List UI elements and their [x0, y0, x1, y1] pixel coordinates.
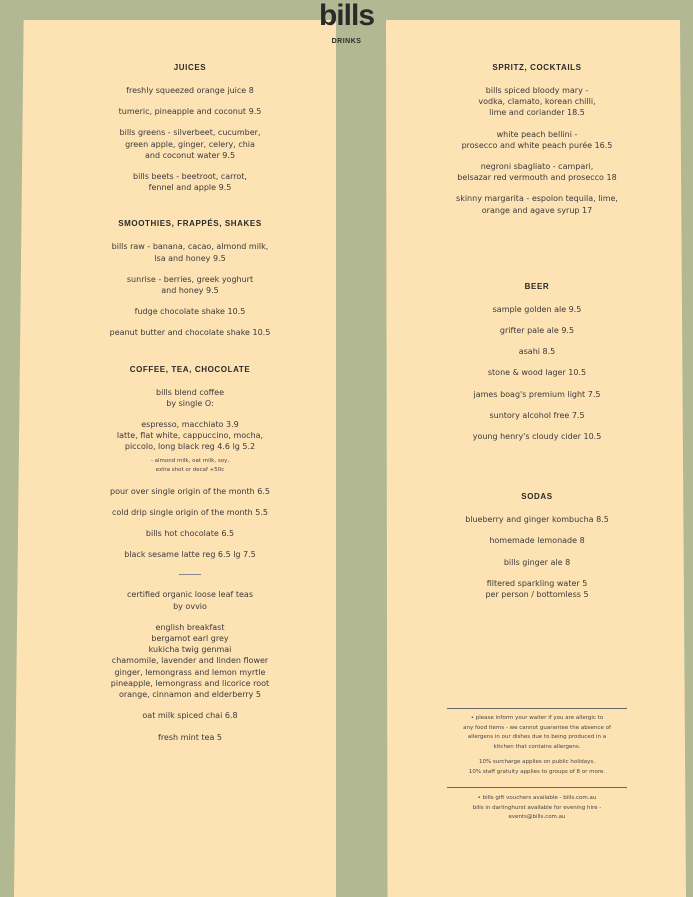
menu-item: bills spiced bloody mary - vodka, clamato, korean chilli, lime and coriander 18.5 [478, 86, 596, 118]
menu-item: oat milk spiced chai 6.8 [142, 711, 238, 721]
menu-item: freshly squeezed orange juice 8 [126, 86, 254, 95]
section-title-juices: JUICES [173, 63, 207, 72]
menu-item: bills beets - beetroot, carrot, fennel and apple 9.5 [133, 172, 247, 193]
divider-rule [447, 708, 627, 709]
menu-item: pour over single origin of the month 6.5 [110, 486, 270, 496]
menu-item: sample golden ale 9.5 [492, 304, 582, 314]
menu-item: blueberry and ginger kombucha 8.5 [465, 515, 609, 525]
section-title-spritz: SPRITZ, COCKTAILS [492, 63, 582, 72]
allergen-note: • please inform your waiter if you are allergic to any food items - we cannot guarantee the absence of allergens in our dishes due to being produced in a kitchen that contains allergens. [463, 715, 611, 750]
menu-item: asahi 8.5 [518, 347, 556, 357]
menu-item: bills greens - silverbeet, cucumber, green apple, ginger, celery, chia and coconut water 9.5 [119, 128, 261, 160]
menu-item: homemade lemonade 8 [489, 536, 585, 546]
menu-item: stone & wood lager 10.5 [487, 368, 587, 378]
section-title-smoothies: SMOOTHIES, FRAPPÉS, SHAKES [118, 219, 262, 229]
menu-item: bills ginger ale 8 [503, 557, 571, 567]
menu-item: peanut butter and chocolate shake 10.5 [109, 328, 271, 338]
page-label: DRINKS [331, 38, 362, 45]
left-column [30, 63, 350, 743]
menu-item: young henry's cloudy cider 10.5 [472, 432, 602, 442]
section-title-sodas: SODAS [521, 492, 553, 502]
divider-rule [447, 787, 627, 788]
milk-note: - almond milk, oat milk, soy, extra shot or decaf +50c [150, 457, 230, 474]
menu-item: white peach bellini - prosecco and white peach purée 16.5 [461, 129, 613, 150]
menu-item: skinny margarita - espolon tequila, lime, orange and agave syrup 17 [456, 194, 618, 215]
menu-item: fresh mint tea 5 [158, 732, 222, 742]
menu-item: bills hot chocolate 6.5 [145, 529, 235, 539]
menu-item: filtered sparkling water 5 per person / bottomless 5 [485, 578, 589, 600]
section-title-beer: BEER [524, 281, 550, 291]
menu-item: black sesame latte reg 6.5 lg 7.5 [124, 550, 256, 560]
surcharge-note: 10% surcharge applies on public holidays. 10% staff gratuity applies to groups of 8 or more. [468, 759, 606, 775]
right-column [390, 63, 684, 823]
menu-item: james boag's premium light 7.5 [473, 389, 601, 399]
menu-item: grifter pale ale 9.5 [499, 326, 575, 336]
brand-logo: bills [318, 0, 374, 32]
menu-item: cold drip single origin of the month 5.5 [111, 507, 269, 517]
tea-heading: certified organic loose leaf teas by ovvio [127, 590, 253, 611]
tea-list: english breakfast bergamot earl grey kukicha twig genmai chamomile, lavender and linden flower ginger, lemongrass and lemon myrtle pineapple, lemongrass and licorice root orange, cinnamon and elderberry 5 [110, 622, 270, 700]
divider [179, 574, 201, 575]
menu-item: espresso, macchiato 3.9 latte, flat white, cappuccino, mocha, piccolo, long black reg 4.6 lg 5.2 [116, 420, 264, 452]
menu-item: tumeric, pineapple and coconut 9.5 [118, 107, 262, 117]
gift-note: • bills gift vouchers available - bills.com.au bills in darlinghurst available for evening hire - events@bills.com.au [472, 795, 602, 821]
menu-item: suntory alcohol free 7.5 [489, 410, 585, 420]
section-title-coffee: COFFEE, TEA, CHOCOLATE [129, 364, 251, 374]
menu-item: bills raw - banana, cacao, almond milk, lsa and honey 9.5 [111, 242, 269, 263]
menu-item: negroni sbagliato - campari, belsazar red vermouth and prosecco 18 [457, 162, 617, 183]
menu-item: bills blend coffee by single O: [155, 387, 225, 408]
menu-item: fudge chocolate shake 10.5 [134, 307, 246, 317]
menu-item: sunrise - berries, greek yoghurt and honey 9.5 [126, 274, 254, 296]
